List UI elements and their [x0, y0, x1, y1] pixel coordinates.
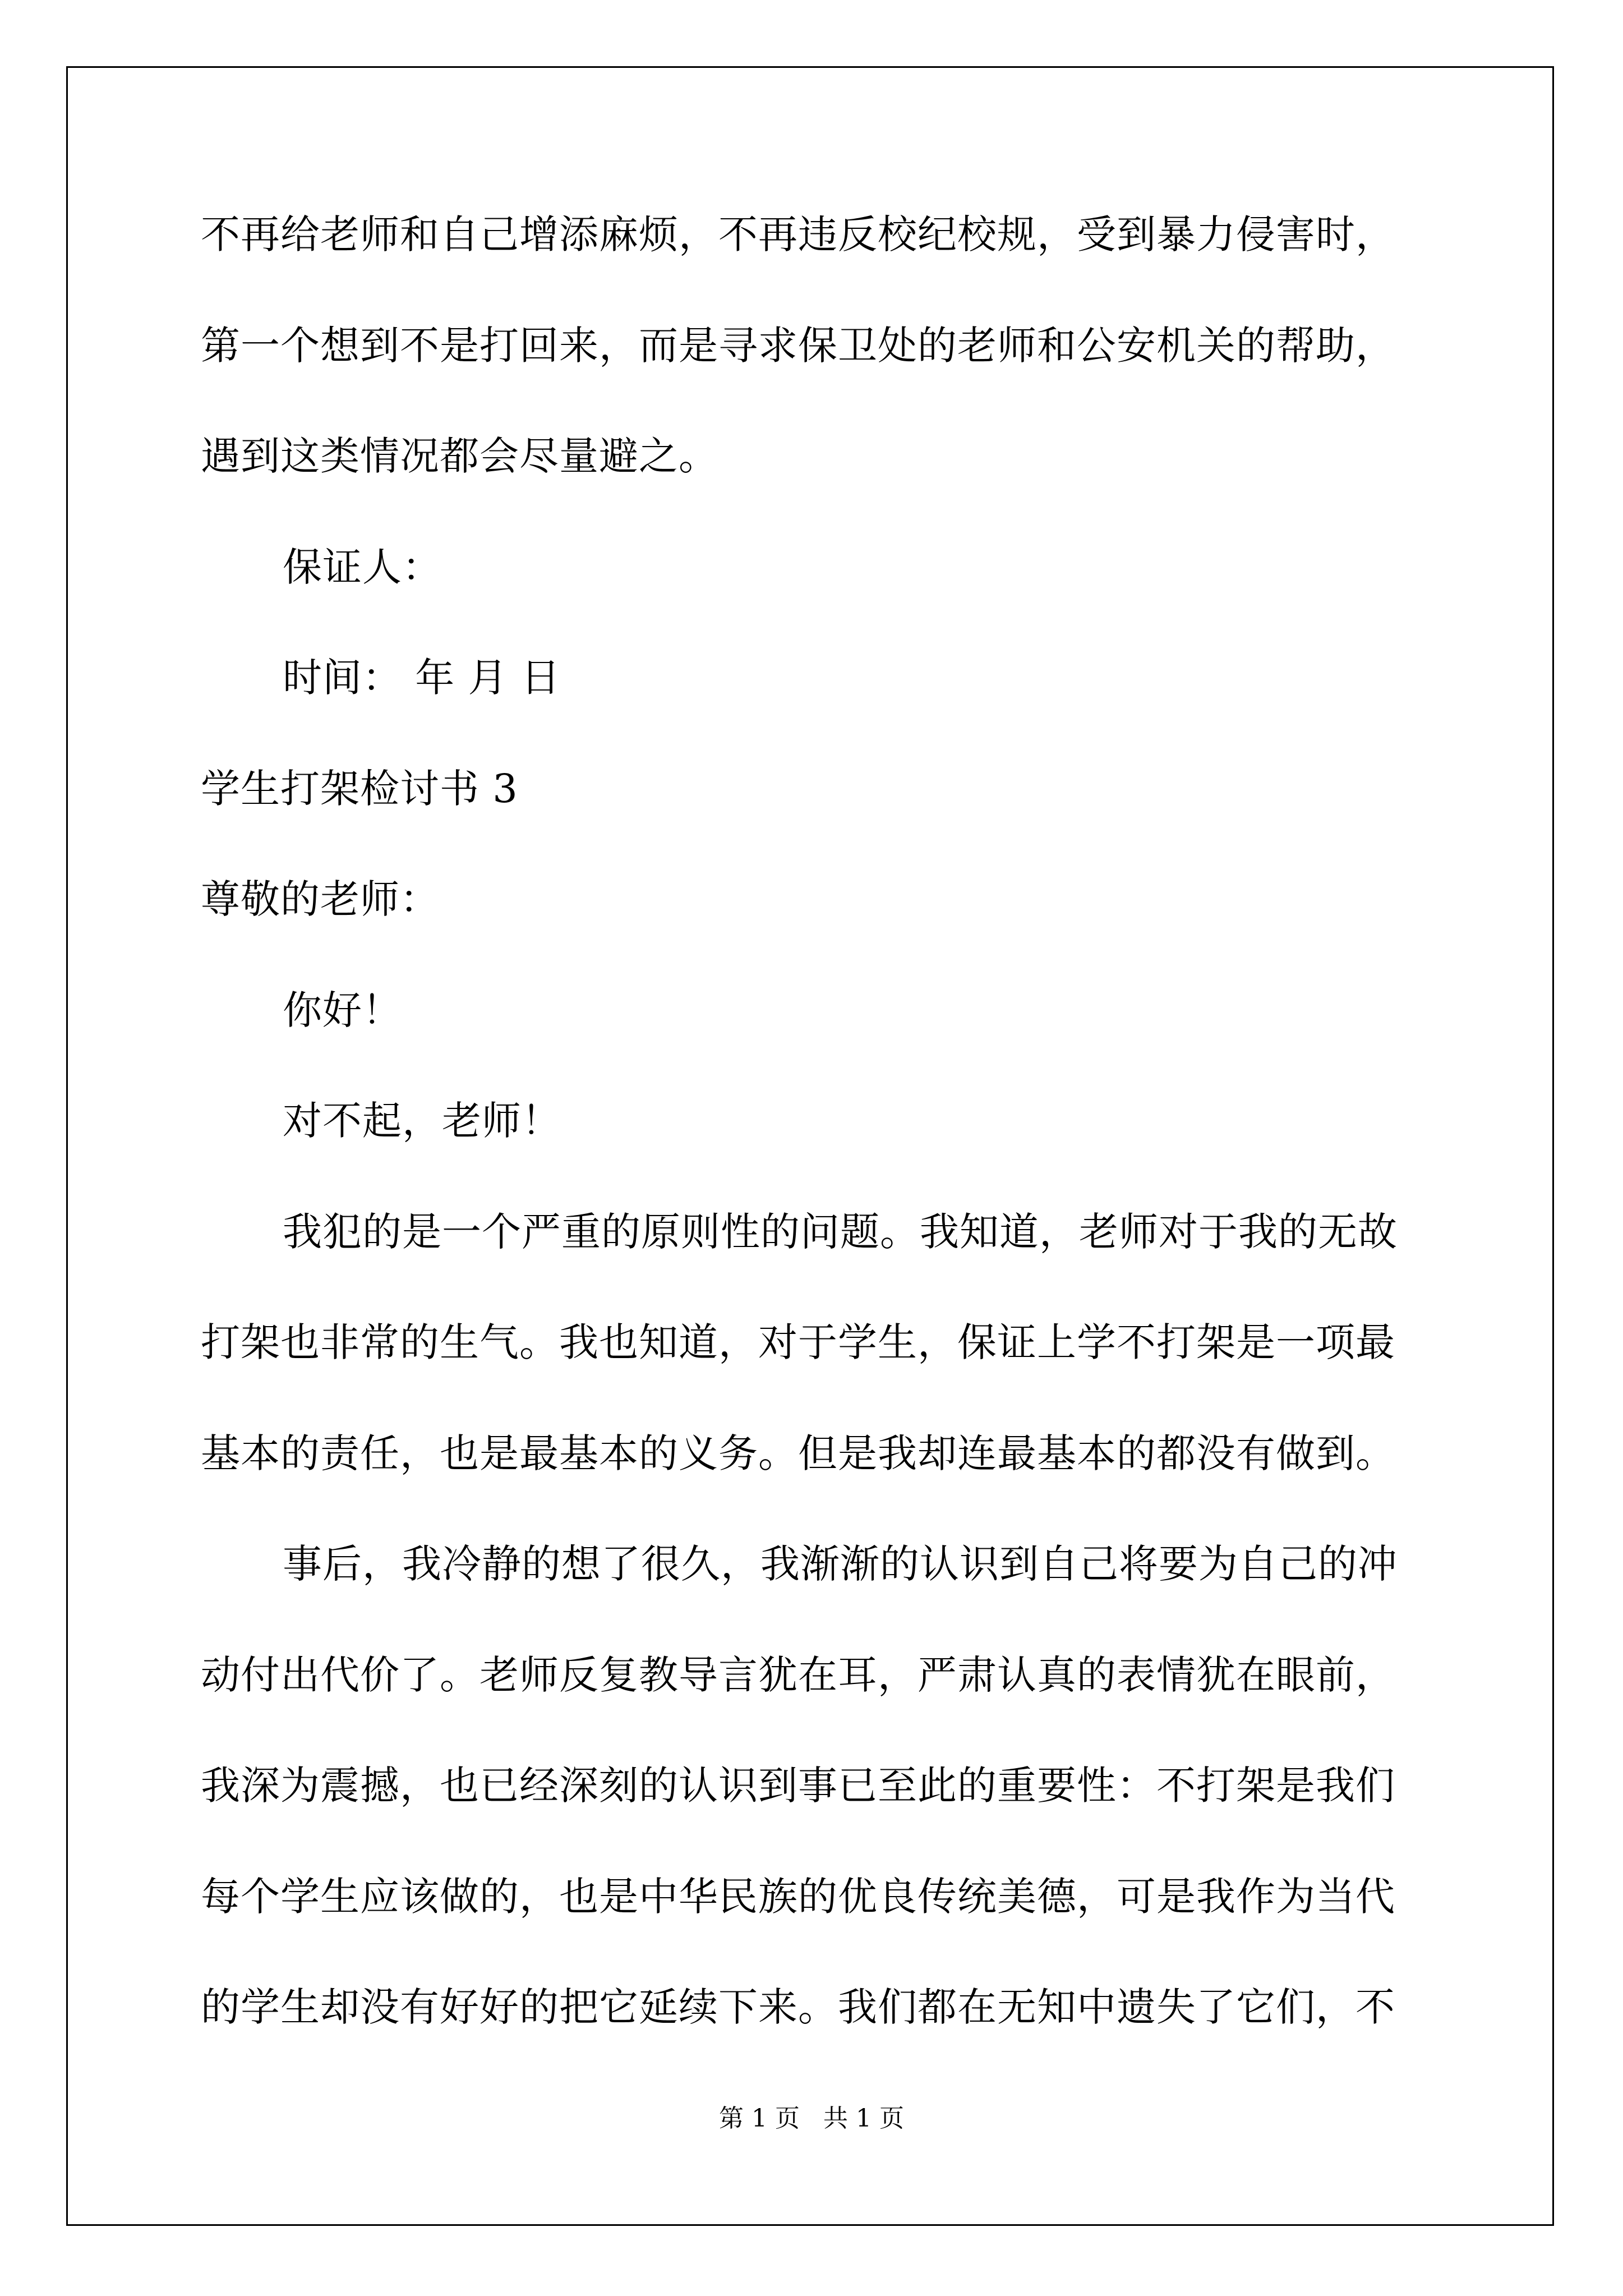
body-line: 我深为震撼，也已经深刻的认识到事已至此的重要性：不打架是我们	[201, 1763, 1395, 1809]
page-number-footer: 第 1 页 共 1 页	[719, 2104, 904, 2133]
body-line: 的学生却没有好好的把它延续下来。我们都在无知中遗失了它们，不	[201, 1984, 1395, 2030]
body-line: 打架也非常的生气。我也知道，对于学生，保证上学不打架是一项最	[201, 1319, 1395, 1365]
date-label: 时间： 年 月 日	[283, 655, 561, 701]
apology: 对不起，老师！	[283, 1098, 561, 1144]
body-line: 基本的责任，也是最基本的义务。但是我却连最基本的都没有做到。	[201, 1430, 1395, 1476]
body-line: 事后，我冷静的想了很久，我渐渐的认识到自己将要为自己的冲	[283, 1541, 1398, 1587]
body-line: 每个学生应该做的，也是中华民族的优良传统美德，可是我作为当代	[201, 1874, 1395, 1920]
body-line: 我犯的是一个严重的原则性的问题。我知道，老师对于我的无故	[283, 1209, 1398, 1255]
greeting: 你好！	[283, 987, 402, 1033]
section-title: 学生打架检讨书 3	[201, 766, 518, 812]
body-line: 遇到这类情况都会尽量避之。	[201, 433, 718, 479]
body-line: 不再给老师和自己增添麻烦，不再违反校纪校规，受到暴力侵害时，	[201, 211, 1395, 257]
body-line: 第一个想到不是打回来，而是寻求保卫处的老师和公安机关的帮助，	[201, 323, 1395, 369]
signatory-label: 保证人：	[283, 544, 442, 590]
salutation: 尊敬的老师：	[201, 876, 440, 922]
body-line: 动付出代价了。老师反复教导言犹在耳，严肃认真的表情犹在眼前，	[201, 1652, 1395, 1698]
